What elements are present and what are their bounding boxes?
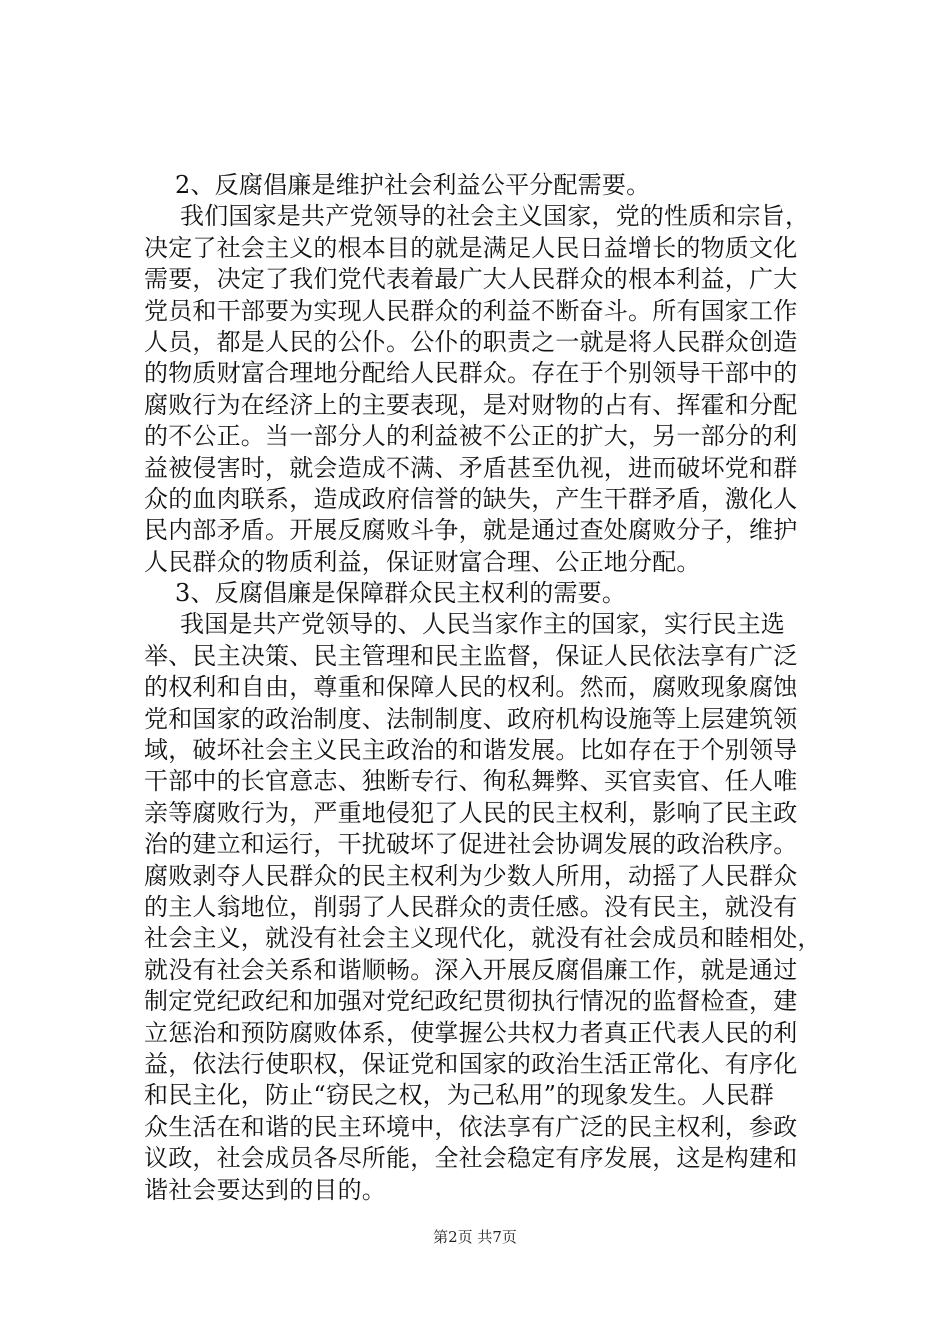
text-line: 亲等腐败行为，严重地侵犯了人民的民主权利，影响了民主政: [144, 798, 798, 827]
text-line: 的物质财富合理地分配给人民群众。存在于个别领导干部中的: [144, 359, 798, 388]
text-line: 众的血肉联系，造成政府信誉的缺失，产生干群矛盾，激化人: [144, 484, 798, 513]
text-line: 域，破坏社会主义民主政治的和谐发展。比如存在于个别领导: [144, 736, 798, 765]
text-line: 的不公正。当一部分人的利益被不公正的扩大，另一部分的利: [144, 422, 798, 451]
text-line: 决定了社会主义的根本目的就是满足人民日益增长的物质文化: [144, 233, 798, 262]
page-footer: [0, 1226, 950, 1247]
text-line: 3、反腐倡廉是保障群众民主权利的需要。: [175, 579, 627, 608]
text-line: 举、民主决策、民主管理和民主监督，保证人民依法享有广泛: [144, 641, 798, 670]
text-line: 人员，都是人民的公仆。公仆的职责之一就是将人民群众创造: [144, 327, 798, 356]
text-line: 我们国家是共产党领导的社会主义国家，党的性质和宗旨，: [180, 202, 810, 231]
text-line: 党和国家的政治制度、法制制度、政府机构设施等上层建筑领: [144, 704, 798, 733]
text-line: 需要，决定了我们党代表着最广大人民群众的根本利益，广大: [144, 265, 798, 294]
text-line: 腐败剥夺人民群众的民主权利为少数人所用，动摇了人民群众: [144, 861, 798, 890]
text-line: 议政，社会成员各尽所能，全社会稳定有序发展，这是构建和: [144, 1144, 798, 1173]
text-line: 2、反腐倡廉是维护社会利益公平分配需要。: [175, 171, 651, 199]
text-line: 干部中的长官意志、独断专行、徇私舞弊、买官卖官、任人唯: [144, 767, 798, 796]
text-line: 治的建立和运行，干扰破坏了促进社会协调发展的政治秩序。: [144, 830, 798, 859]
text-line: 众生活在和谐的民主环境中，依法享有广泛的民主权利，参政: [144, 1112, 798, 1141]
text-line: 的主人翁地位，削弱了人民群众的责任感。没有民主，就没有: [144, 892, 798, 921]
text-line: 党员和干部要为实现人民群众的利益不断奋斗。所有国家工作: [144, 296, 798, 325]
text-line: 的权利和自由，尊重和保障人民的权利。然而，腐败现象腐蚀: [144, 673, 798, 702]
text-line: 制定党纪政纪和加强对党纪政纪贯彻执行情况的监督检查，建: [144, 987, 798, 1016]
document-body: [144, 170, 826, 1206]
text-line: 谐社会要达到的目的。: [144, 1175, 386, 1204]
text-line: 民内部矛盾。开展反腐败斗争，就是通过查处腐败分子，维护: [144, 516, 798, 545]
text-line: 益被侵害时，就会造成不满、矛盾甚至仇视，进而破坏党和群: [144, 453, 798, 482]
text-line: 和民主化，防止“窃民之权，为己私用”的现象发生。人民群: [144, 1081, 774, 1110]
text-line: 腐败行为在经济上的主要表现，是对财物的占有、挥霍和分配: [144, 390, 798, 419]
text-line: 立惩治和预防腐败体系，使掌握公共权力者真正代表人民的利: [144, 1018, 798, 1047]
text-line: 人民群众的物质利益，保证财富合理、公正地分配。: [144, 547, 701, 576]
page-number: 第2页 共7页: [433, 1228, 517, 1246]
text-line: 益，依法行使职权，保证党和国家的政治生活正常化、有序化: [144, 1049, 798, 1078]
text-line: 社会主义，就没有社会主义现代化，就没有社会成员和睦相处，: [144, 924, 822, 953]
text-line: 我国是共产党领导的、人民当家作主的国家，实行民主选: [180, 610, 785, 639]
text-line: 就没有社会关系和谐顺畅。深入开展反腐倡廉工作，就是通过: [144, 955, 798, 984]
